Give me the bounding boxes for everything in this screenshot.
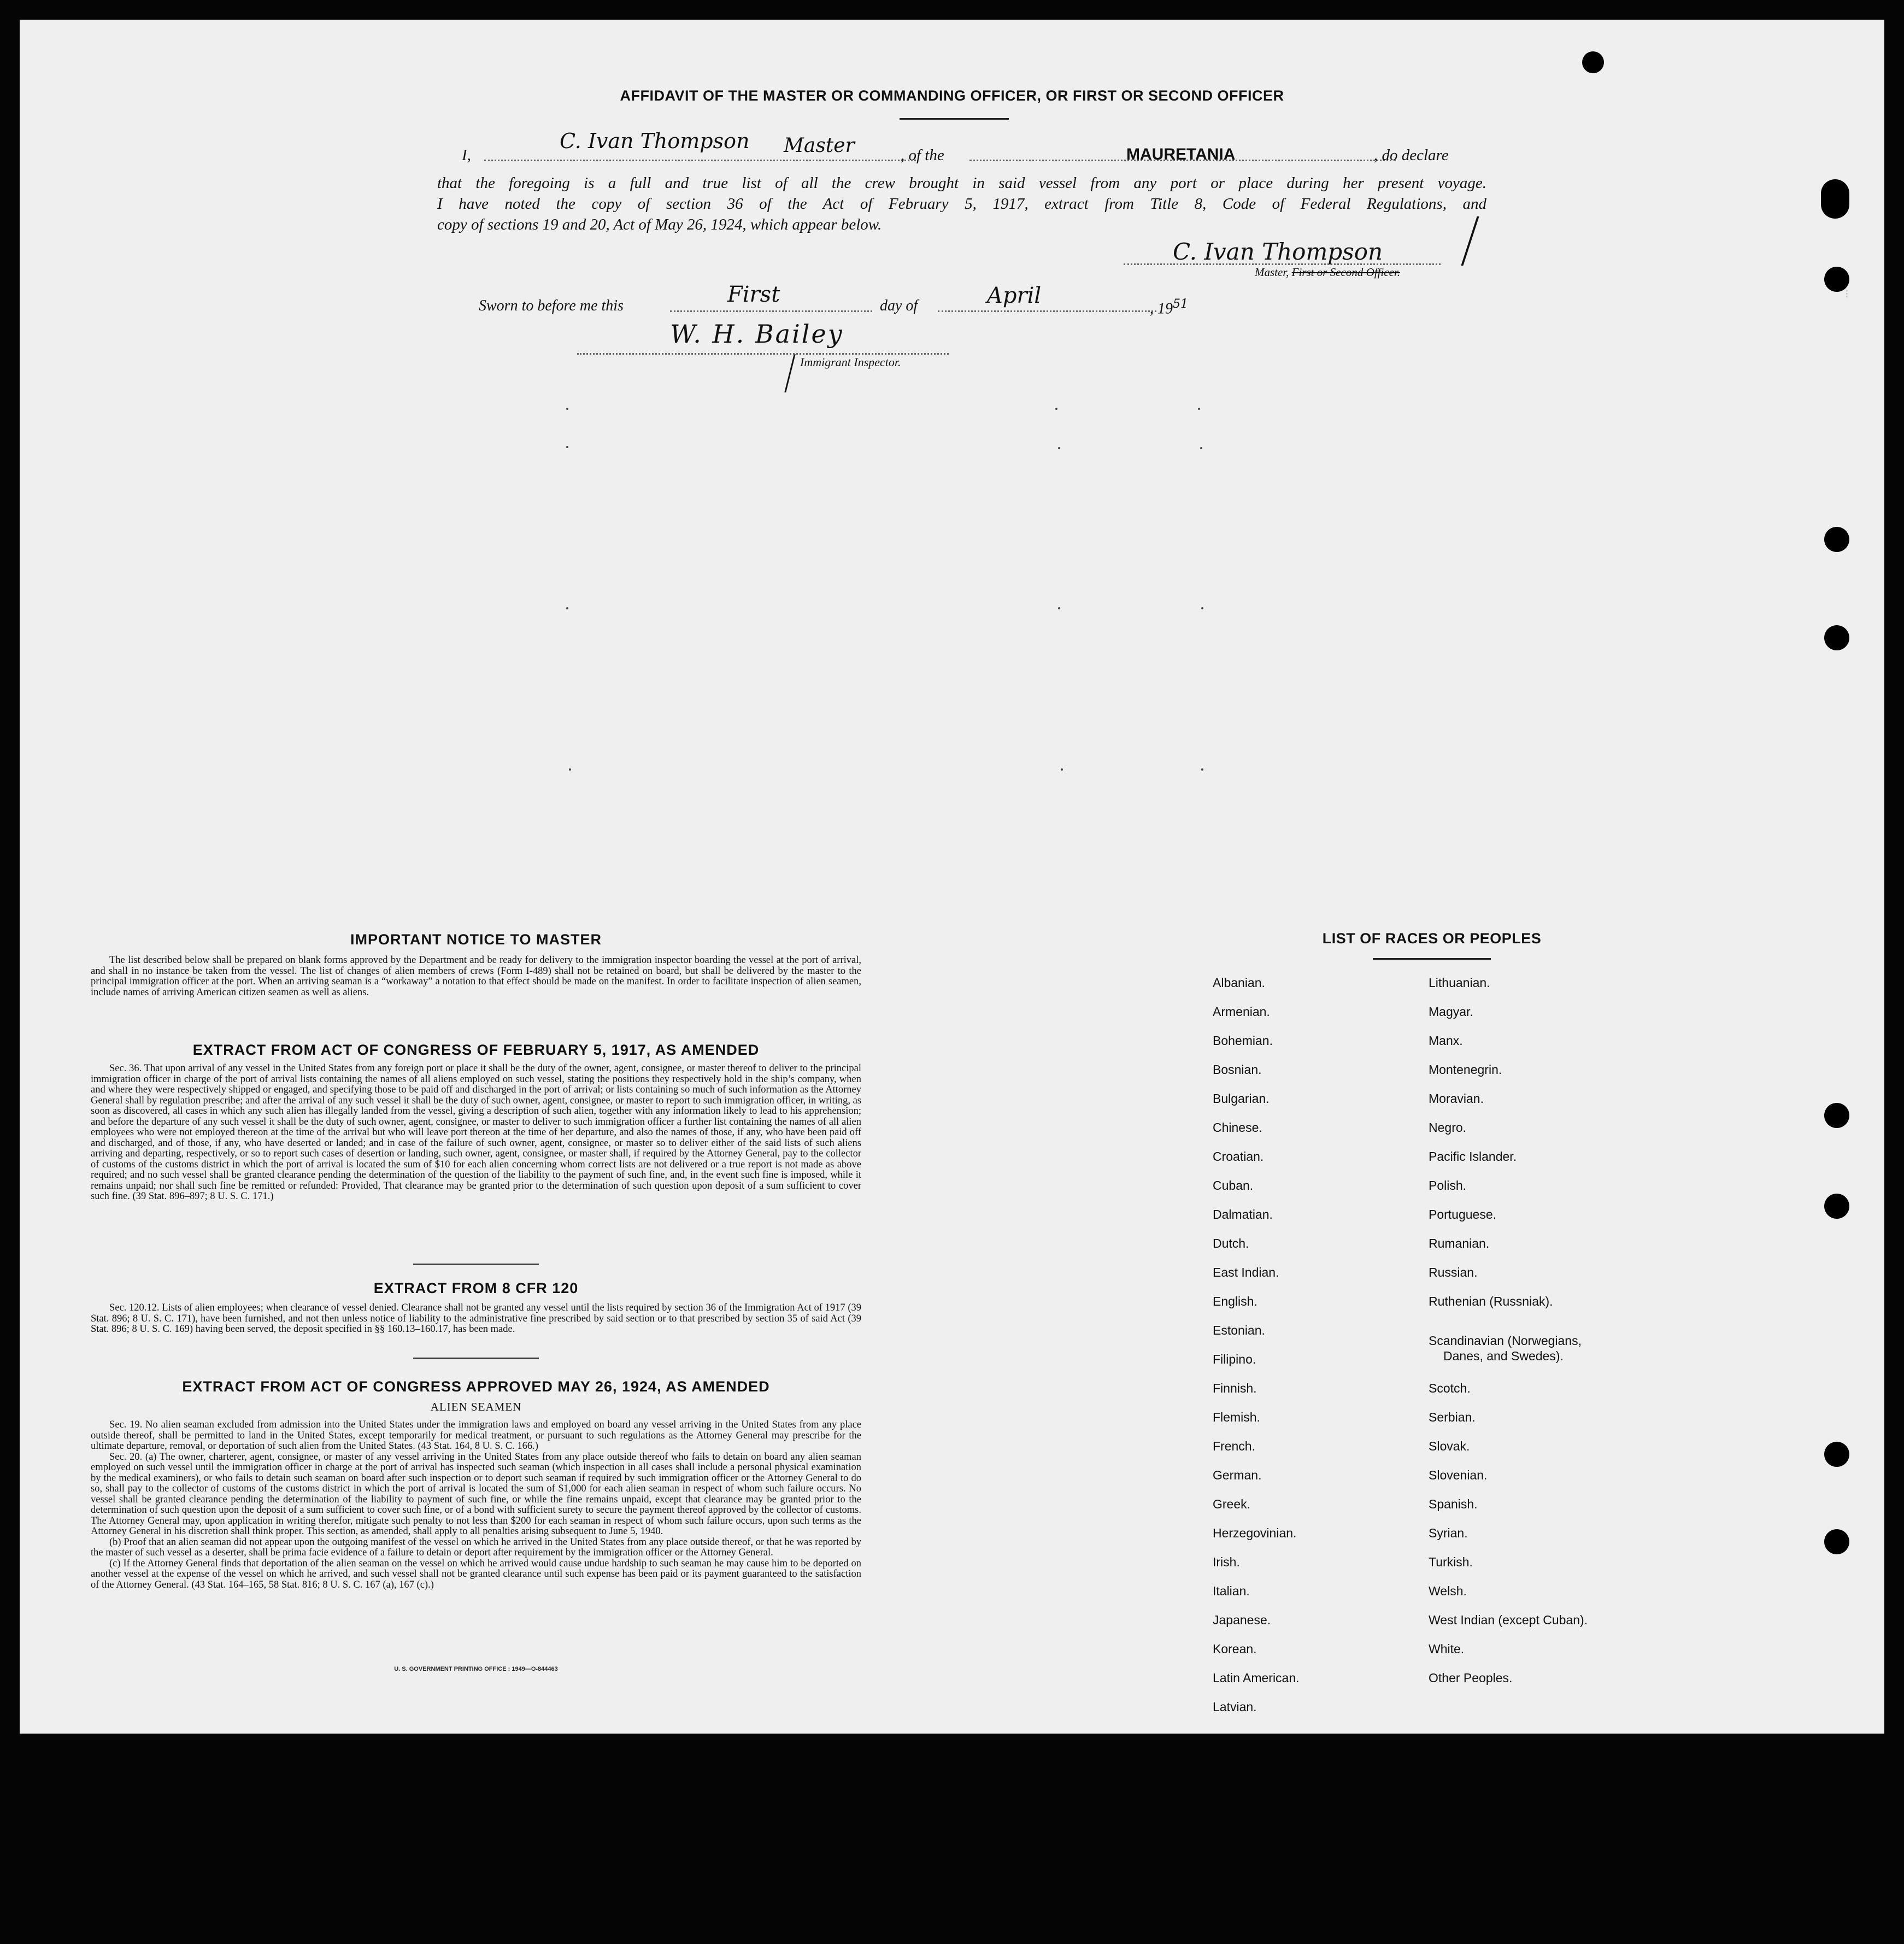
extract-1924-paragraph: (b) Proof that an alien seaman did not appear upon the outgoing manifest of the vessel on which he arrived in the United States from any place outside thereof, or that he was reported by the master of such vessel as a deserter, shall be prima facie evidence of a failure to detain or deport after requirement by the immigration officer or the Attorney General. (91, 1536, 861, 1558)
race-item: Pacific Islander. (1429, 1149, 1517, 1164)
race-item: Latin American. (1213, 1671, 1300, 1685)
punch-hole (1824, 625, 1849, 650)
race-item: Scandinavian (Norwegians, (1429, 1334, 1582, 1348)
race-item: Slovak. (1429, 1439, 1470, 1453)
races-divider (1373, 958, 1491, 960)
section-divider (413, 1358, 539, 1359)
dot-mark (566, 607, 568, 609)
rank-handwritten: Master (784, 134, 855, 157)
sworn-day-handwritten: First (727, 282, 780, 307)
vessel-name: MAURETANIA (1126, 145, 1236, 163)
race-item: Turkish. (1429, 1555, 1473, 1569)
inspector-signature: W. H. Bailey (670, 319, 844, 349)
year-prefix-label: , 19 (1150, 300, 1173, 318)
punch-hole (1821, 179, 1849, 219)
race-item: Danes, and Swedes). (1443, 1349, 1564, 1363)
printer-imprint: U. S. GOVERNMENT PRINTING OFFICE : 1949—O-844463 (394, 1666, 558, 1672)
race-item: German. (1213, 1468, 1262, 1482)
bleed-mark: ⁝ (1845, 287, 1849, 301)
race-item: Russian. (1429, 1265, 1478, 1279)
of-the-label: , of the (901, 146, 944, 164)
race-item: Italian. (1213, 1584, 1250, 1598)
extract-cfr-paragraph: Sec. 120.12. Lists of alien employees; when clearance of vessel denied. Clearance shall not be granted any vessel until the lists required by section 36 of the Immigration Act of 1917 (39 Stat. 896; 8 U. S. C. 171), have been furnished, and not then unless notice of liability to the administrative fine prescribed by said section or to that prescribed by section 35 of said Act (39 Stat. 896; 8 U. S. C. 169) having been served, the deposit specified in §§ 160.13–160.17, has been made. (91, 1302, 861, 1335)
race-item: Negro. (1429, 1120, 1467, 1135)
race-item: Welsh. (1429, 1584, 1467, 1598)
dot-mark (1058, 447, 1060, 449)
dot-mark (566, 408, 568, 410)
race-item: Polish. (1429, 1178, 1467, 1193)
signature-line (1124, 263, 1441, 265)
race-item: Albanian. (1213, 976, 1265, 990)
month-handwritten: April (987, 283, 1042, 308)
race-item: Spanish. (1429, 1497, 1478, 1511)
officer-caption-struck: First or Second Officer. (1291, 266, 1400, 279)
master-signature: C. Ivan Thompson (1173, 238, 1383, 265)
inspector-check-icon (769, 354, 795, 392)
race-item: Finnish. (1213, 1381, 1257, 1395)
extract-cfr-title: EXTRACT FROM 8 CFR 120 (373, 1280, 579, 1296)
race-item: Dutch. (1213, 1236, 1249, 1250)
race-item: French. (1213, 1439, 1255, 1453)
section-divider (413, 1264, 539, 1265)
notice-body (91, 955, 861, 998)
dot-mark (566, 446, 568, 448)
race-item: Latvian. (1213, 1700, 1257, 1714)
officer-caption-master: Master, (1255, 266, 1289, 279)
race-item: Bohemian. (1213, 1033, 1273, 1048)
race-item: Moravian. (1429, 1091, 1484, 1106)
race-item: Bosnian. (1213, 1062, 1262, 1077)
race-item: Armenian. (1213, 1005, 1270, 1019)
extract-cfr-body (91, 1303, 861, 1335)
race-item: Bulgarian. (1213, 1091, 1270, 1106)
race-item: White. (1429, 1642, 1465, 1656)
extract-1924-body (91, 1420, 861, 1590)
race-item: Scotch. (1429, 1381, 1471, 1395)
punch-hole (1824, 1103, 1849, 1128)
race-item: Estonian. (1213, 1323, 1265, 1337)
do-declare-label: , do declare (1374, 146, 1449, 164)
affidavit-line-2: that the foregoing is a full and true list of all the crew brought in said vessel from any port or place during her present voyage. (437, 174, 1486, 192)
race-item: Irish. (1213, 1555, 1240, 1569)
race-item: Ruthenian (Russniak). (1429, 1294, 1553, 1308)
race-item: Flemish. (1213, 1410, 1260, 1424)
race-item: Magyar. (1429, 1005, 1473, 1019)
document-page (20, 20, 1884, 1734)
affidavit-line-4: copy of sections 19 and 20, Act of May 26, 1924, which appear below. (437, 216, 882, 233)
race-item: Herzegovinian. (1213, 1526, 1297, 1540)
extract-1917-title: EXTRACT FROM ACT OF CONGRESS OF FEBRUARY 5, 1917, AS AMENDED (192, 1042, 760, 1058)
month-line (938, 310, 1156, 312)
race-item: Korean. (1213, 1642, 1257, 1656)
title-divider (900, 118, 1009, 120)
dot-mark (1201, 768, 1203, 771)
dot-mark (569, 768, 571, 771)
inspector-caption: Immigrant Inspector. (800, 355, 901, 369)
notice-title: IMPORTANT NOTICE TO MASTER (350, 931, 602, 948)
race-item: Serbian. (1429, 1410, 1476, 1424)
race-item: English. (1213, 1294, 1257, 1308)
punch-hole (1582, 51, 1604, 73)
race-item: Lithuanian. (1429, 976, 1490, 990)
extract-1924-subtitle: ALIEN SEAMEN (430, 1400, 522, 1413)
officer-caption (1255, 266, 1400, 279)
dot-mark (1201, 607, 1203, 609)
sworn-day-line (670, 310, 872, 312)
checkmark-icon (1449, 216, 1479, 266)
extract-1924-paragraph: (c) If the Attorney General finds that deportation of the alien seaman on the vessel on which he arrived would cause undue hardship to such seaman he may cause him to be deported on another vessel at the expense of the vessel on which he arrived, and such vessel shall not be granted clearance until such expense has been paid or its payment guaranteed to the satisfaction of the Attorney General. (43 Stat. 164–165, 58 Stat. 816; 8 U. S. C. 167 (a), 167 (c).) (91, 1558, 861, 1590)
race-item: Croatian. (1213, 1149, 1264, 1164)
punch-hole (1824, 1442, 1849, 1467)
notice-paragraph: The list described below shall be prepared on blank forms approved by the Department and be ready for delivery to the immigration inspector boarding the vessel at the port of arrival, and shall in no instance be taken from the vessel. The list of changes of alien members of crews (Form I-489) shall not be retained on board, but shall be delivered by the master to the principal immigration officer at the port. When an arriving seaman is a “workaway” a notation to that effect should be made on the manifest. In order to facilitate inspection of alien seamen, include names of arriving American citizen seamen as well as aliens. (91, 955, 861, 998)
dot-mark (1200, 447, 1202, 449)
day-of-label: day of (880, 297, 918, 314)
race-item: West Indian (except Cuban). (1429, 1613, 1588, 1627)
race-item: Japanese. (1213, 1613, 1271, 1627)
race-item: Montenegrin. (1429, 1062, 1502, 1077)
sworn-label: Sworn to before me this (479, 297, 624, 314)
officer-name-handwritten: C. Ivan Thompson (560, 129, 750, 153)
extract-1924-title: EXTRACT FROM ACT OF CONGRESS APPROVED MAY 26, 1924, AS AMENDED (182, 1378, 770, 1395)
affidavit-line-3: I have noted the copy of section 36 of the Act of February 5, 1917, extract from Title 8, Code of Federal Regulations, and (437, 195, 1486, 213)
race-item: Other Peoples. (1429, 1671, 1513, 1685)
race-item: Cuban. (1213, 1178, 1254, 1193)
race-item: Slovenian. (1429, 1468, 1488, 1482)
race-item: Greek. (1213, 1497, 1251, 1511)
extract-1924-paragraph: Sec. 20. (a) The owner, charterer, agent, consignee, or master of any vessel arriving in the United States from any place outside thereof who fails to detain on board any alien seaman employed on such vessel until the immigration officer in charge at the port of arrival has inspected such seaman (which inspection in all cases shall include a personal physical examination by the medical examiners), or who fails to detain such seaman on board after such inspection or to deport such seaman if required by such immigration officer or the Attorney General to do so, shall pay to the collector of customs of the customs district in which the port of arrival is located the sum of $1,000 for each alien seaman in respect of whom such failure occurs. No vessel shall be granted clearance pending the determination of the liability to payment of such fine, or while the fine remains unpaid, except that clearance may be granted prior to the determination of such question upon the deposit of a sum sufficient to cover such fine, or of a bond with sufficient surety to secure the payment thereof approved by the collector of customs. The Attorney General may, upon application in writing therefor, mitigate such penalty to not less than $200 for each seaman in respect of whom such failure occurs, upon such terms as the Attorney General in his discretion shall think proper. This section, as amended, shall apply to all penalties arising subsequent to June 5, 1940. (91, 1451, 861, 1537)
race-item: Syrian. (1429, 1526, 1468, 1540)
dot-mark (1198, 408, 1200, 410)
affidavit-i-label: I, (462, 146, 471, 164)
punch-hole (1824, 527, 1849, 552)
affidavit-title: AFFIDAVIT OF THE MASTER OR COMMANDING OFFICER, OR FIRST OR SECOND OFFICER (620, 87, 1284, 104)
dot-mark (1058, 607, 1060, 609)
race-item: Rumanian. (1429, 1236, 1490, 1250)
extract-1924-paragraph: Sec. 19. No alien seaman excluded from admission into the United States under the immigration laws and employed on board any vessel arriving in the United States from any place outside thereof, shall be permitted to land in the United States, except temporarily for medical treatment, or pursuant to such regulations as the Attorney General may prescribe for the ultimate departure, removal, or deportation of such alien from the United States. (43 Stat. 164, 8 U. S. C. 166.) (91, 1419, 861, 1452)
punch-hole (1824, 1529, 1849, 1554)
inspector-line (577, 353, 949, 355)
race-item: East Indian. (1213, 1265, 1279, 1279)
extract-1917-body (91, 1064, 861, 1202)
dot-mark (1061, 768, 1063, 771)
race-item: Dalmatian. (1213, 1207, 1273, 1221)
race-item: Portuguese. (1429, 1207, 1497, 1221)
punch-hole (1824, 267, 1849, 292)
year-handwritten: 51 (1173, 297, 1188, 311)
extract-1917-paragraph: Sec. 36. That upon arrival of any vessel in the United States from any foreign port or place it shall be the duty of the owner, agent, consignee, or master thereof to deliver to the principal immigration officer in charge of the port of arrival lists containing the names of all aliens employed on such vessel, stating the positions they respectively hold in the ship’s company, when and where they were respectively shipped or engaged, and specifying those to be paid off and discharged in the port of arrival; or lists containing so much of such information as the Attorney General shall by regulation prescribe; and after the arrival of any such vessel it shall be the duty of such owner, agent, consignee, or master to report to such immigration officer, in writing, as soon as discovered, all cases in which any such alien has illegally landed from the vessel, giving a description of such alien, together with any information likely to lead to his apprehension; and before the departure of any such vessel it shall be the duty of such owner, agent, consignee, or master to deliver to such immigration officer a further list containing the names of all alien employees who were not employed thereon at the time of the arrival but who will leave port thereon at the time of her departure, and also the names of those, if any, who have been paid off and discharged, and of those, if any, who have deserted or landed; and in case of the failure of such owner, agent, consignee, or master so to deliver either of the said lists of such aliens arriving and departing, respectively, or so to report such cases of desertion or landing, such owner, agent, consignee, or master shall, if required by the Attorney General, pay to the collector of customs of the customs district in which the port of arrival is located the sum of $10 for each alien concerning whom correct lists are not delivered or a true report is not made as above required; and no such vessel shall be granted clearance pending the determination of the question of the liability to the payment of such fine, and, in the event such fine is imposed, while it remains unpaid; nor shall such fine be remitted or refunded: Provided, That clearance may be granted prior to the determination of such question upon deposit of a sum sufficient to cover such fine. (39 Stat. 896–897; 8 U. S. C. 171.) (91, 1063, 861, 1202)
race-item: Manx. (1429, 1033, 1463, 1048)
punch-hole (1824, 1194, 1849, 1219)
year-prefix (1150, 297, 1188, 318)
race-item: Chinese. (1213, 1120, 1262, 1135)
dot-mark (1055, 408, 1057, 410)
race-item: Filipino. (1213, 1352, 1256, 1366)
officer-name-line (484, 160, 916, 161)
races-title: LIST OF RACES OR PEOPLES (1322, 930, 1542, 947)
